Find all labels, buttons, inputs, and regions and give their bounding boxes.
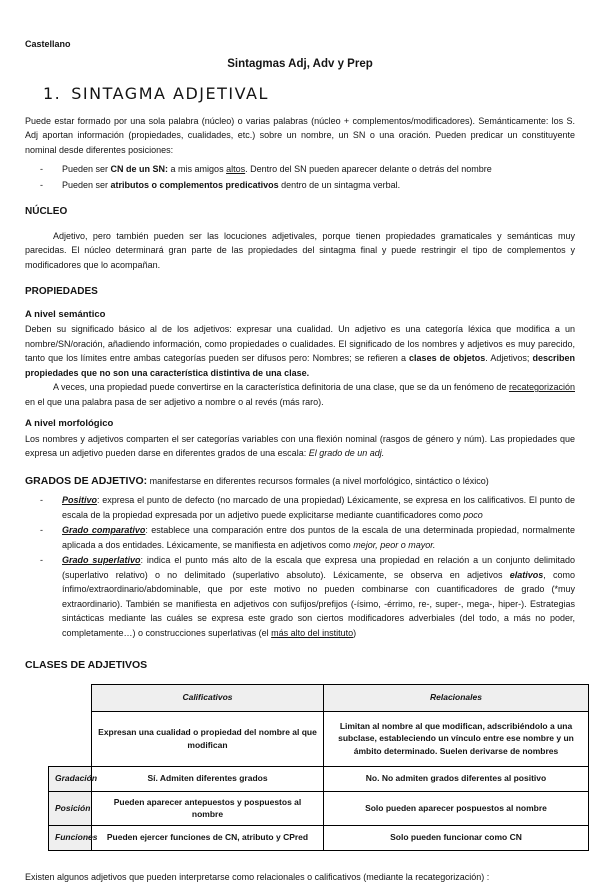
- text-run: recategorización: [509, 382, 575, 392]
- table-row: [49, 766, 589, 791]
- text-run: en el que una palabra pasa de ser adjetivo a nombre o al revés (más raro).: [25, 397, 324, 407]
- column-header-relacionales: Relacionales: [324, 684, 589, 711]
- section-number: 1.: [43, 84, 61, 103]
- row-label: Posición: [49, 791, 92, 825]
- list-item: [25, 162, 575, 177]
- text-run: dentro de un sintagma verbal.: [279, 180, 401, 190]
- table-cell: Sí. Admiten diferentes grados: [92, 766, 324, 791]
- course-label: Castellano: [25, 37, 575, 52]
- nucleo-heading: NÚCLEO: [25, 205, 575, 220]
- bullet-text: [62, 162, 575, 177]
- morfologico-subheading: A nivel morfológico: [25, 417, 575, 432]
- bullet-text: [62, 178, 575, 193]
- empty-corner-cell: [49, 684, 92, 711]
- text-run: atributos o complementos predicativos: [111, 180, 279, 190]
- text-run: Positivo: [62, 495, 97, 505]
- bullet-text: [62, 553, 575, 640]
- text-run: mejor, peor o mayor.: [353, 540, 435, 550]
- bullet-dash: -: [25, 553, 62, 640]
- text-run: , como ínfimo/extraordinario/abdominable, que por este motivo no pueden combinarse con cuantificadores de grado (*muy extraordinario). También se manifiesta en adjetivos con sufijos/prefijos (-ísimo, -érrimo, re-, super-, mega-, hiper-). Estrategias sintácticas mediante las cuáles se expresa este grado son ciertos modificadores adverbiales (del todo, a más no poder, completamente…) o construcciones superlativas (el: [62, 570, 575, 638]
- text-run: Pueden ser: [62, 180, 111, 190]
- text-run: Grado superlativo: [62, 555, 140, 565]
- table-row: [49, 825, 589, 850]
- text-run: altos: [226, 164, 245, 174]
- relacionales-description-cell: Limitan al nombre al que modifican, adscribiéndolo a una subclase, estableciendo un vínculo entre ese nombre y un ámbito determinado. Suelen derivarse de nombres: [324, 711, 589, 766]
- table-cell: Solo pueden aparecer pospuestos al nombre: [324, 791, 589, 825]
- text-run: ): [353, 628, 356, 638]
- text-run: Los nombres y adjetivos comparten el ser categorías variables con una flexión nominal (rasgos de género y núm). Las propiedades que expresa un adjetivo pueden darse en diferentes grados de una escala:: [25, 434, 575, 459]
- bullet-dash: -: [25, 178, 62, 193]
- list-item: [25, 523, 575, 552]
- row-label: Gradación: [49, 766, 92, 791]
- text-run: más alto del instituto: [271, 628, 353, 638]
- closing-paragraph: Existen algunos adjetivos que pueden interpretarse como relacionales o calificativos (mediante la recategorización) :: [25, 870, 575, 884]
- table-header-row: [49, 684, 589, 711]
- bullet-dash: -: [25, 523, 62, 552]
- grados-heading: GRADOS DE ADJETIVO:: [25, 475, 147, 487]
- text-run: : indica el punto más alto de la escala que expresa una propiedad en relación a un conjunto delimitado (superlativo relativo) o no delimitado (superlativo absoluto). Léxicamente, se observa en adjetivos: [62, 555, 575, 580]
- text-run: a mis amigos: [168, 164, 226, 174]
- text-run: . Dentro del SN pueden aparecer delante o detrás del nombre: [245, 164, 492, 174]
- doc-title: Sintagmas Adj, Adv y Prep: [25, 57, 575, 72]
- text-run: A veces, una propiedad puede convertirse en la característica definitoria de una clase, que se da un fenómeno de: [53, 382, 509, 392]
- propiedades-heading: PROPIEDADES: [25, 285, 575, 300]
- list-item: [25, 493, 575, 522]
- section-heading: [43, 87, 575, 102]
- text-run: elativos: [510, 570, 544, 580]
- nucleo-paragraph: Adjetivo, pero también pueden ser las locuciones adjetivales, porque tienen propiedades gramaticales y semánticas muy parecidas. El núcleo determinará gran parte de las propiedades del sintagma final y puede restringir el tipo de complementos y modificadores que lo acompañan.: [25, 229, 575, 273]
- row-label: Funciones: [49, 825, 92, 850]
- table-cell: No. No admiten grados diferentes al positivo: [324, 766, 589, 791]
- morfologico-paragraph: [25, 432, 575, 461]
- text-run: Pueden ser: [62, 164, 111, 174]
- clases-heading: CLASES DE ADJETIVOS: [25, 658, 575, 673]
- text-run: : expresa el punto de defecto (no marcado de una propiedad) Léxicamente, se expresa en los calificativos. El punto de escala de la propiedad expresada por un adjetivo puede explicitarse mediante cuantificadores como: [62, 495, 575, 520]
- text-run: poco: [463, 510, 483, 520]
- recategorizacion-paragraph: [25, 380, 575, 409]
- table-description-row: [49, 711, 589, 766]
- bullet-dash: -: [25, 493, 62, 522]
- clases-table: [48, 684, 589, 851]
- list-item: [25, 178, 575, 193]
- text-run: CN de un SN:: [111, 164, 169, 174]
- intro-paragraph: Puede estar formado por una sola palabra (núcleo) o varias palabras (núcleo + complementos/modificadores). Semánticamente: los S. Adj aportan información (propiedades, cualidades, etc.) sobre un nombre, un SN o una oración. Pueden predicar un constituyente nominal desde diferentes posiciones:: [25, 114, 575, 158]
- text-run: manifestarse en diferentes recursos formales (a nivel morfológico, sintáctico o léxico): [147, 476, 489, 486]
- text-run: : establece una comparación entre dos puntos de la escala de una determinada propiedad, normalmente aplicada a dos entidades. Léxicamente, se manifiesta en adjetivos como: [62, 525, 575, 550]
- table-cell: Solo pueden funcionar como CN: [324, 825, 589, 850]
- bullet-text: [62, 493, 575, 522]
- section-heading-text: SINTAGMA ADJETIVAL: [71, 84, 269, 103]
- text-run: . Adjetivos;: [485, 353, 532, 363]
- table-cell: Pueden ejercer funciones de CN, atributo y CPred: [92, 825, 324, 850]
- grados-heading-line: [25, 474, 575, 489]
- text-run: Grado comparativo: [62, 525, 145, 535]
- text-run: El grado de un adj.: [309, 448, 385, 458]
- semantico-paragraph: [25, 322, 575, 380]
- column-header-calificativos: Calificativos: [92, 684, 324, 711]
- text-run: describen propiedades que no son una característica distintiva de una clase.: [25, 353, 575, 378]
- calificativos-description-cell: Expresan una cualidad o propiedad del nombre al que modifican: [92, 711, 324, 766]
- semantico-subheading: A nivel semántico: [25, 308, 575, 323]
- text-run: clases de objetos: [409, 353, 485, 363]
- table-row: [49, 791, 589, 825]
- list-item: [25, 553, 575, 640]
- grados-bullet-list: [25, 493, 575, 640]
- bullet-text: [62, 523, 575, 552]
- empty-corner-cell: [49, 711, 92, 766]
- text-run: Deben su significado básico al de los adjetivos: expresar una cualidad. Un adjetivo es una categoría léxica que modifica a un nombre/SN/oración, añadiendo información, como propiedades o cualidades. El significado de los nombres y adjetivos es muy parecido, tanto que los límites entre ambas categorías pueden ser difusos pero: Nombres; se refieren a: [25, 324, 575, 363]
- bullet-dash: -: [25, 162, 62, 177]
- position-bullet-list: [25, 162, 575, 192]
- table-cell: Pueden aparecer antepuestos y pospuestos al nombre: [92, 791, 324, 825]
